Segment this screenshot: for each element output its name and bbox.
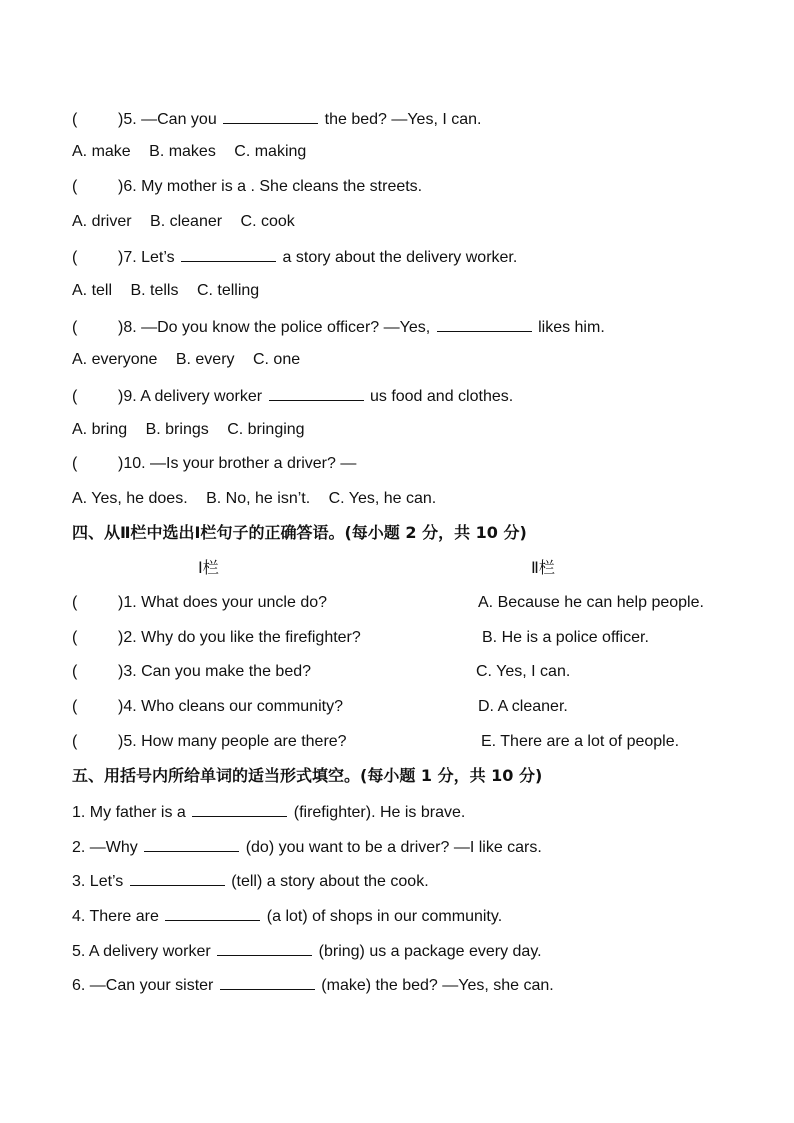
options-7	[72, 279, 273, 303]
question-9	[72, 383, 513, 407]
option-a: A. Yes, he does.	[72, 490, 188, 507]
option-b: B. makes	[149, 143, 216, 160]
option-b: B. tells	[130, 282, 179, 299]
fill-item	[72, 834, 542, 858]
question-text: )7. Let’s	[118, 249, 175, 266]
options-6	[72, 210, 309, 234]
answer-blank[interactable]	[130, 868, 225, 886]
fill-text: 3. Let’s	[72, 873, 124, 890]
option-b: B. No, he isn’t.	[206, 490, 311, 507]
column-2-header: Ⅱ栏	[531, 558, 555, 577]
option-b: B. cleaner	[150, 213, 223, 230]
answer-paren: (	[72, 698, 78, 715]
question-text: )9. A delivery worker	[118, 388, 263, 405]
section-4-heading: 四、从Ⅱ栏中选出Ⅰ栏句子的正确答语。(每小题 2 分，共 10 分)	[72, 523, 527, 542]
options-8	[72, 348, 314, 372]
option-c: C. making	[234, 143, 307, 160]
answer-paren: (	[72, 455, 78, 472]
question-text-after: the bed? —Yes, I can.	[324, 111, 482, 128]
fill-item	[72, 903, 502, 927]
match-answer: D. A cleaner.	[478, 698, 568, 715]
option-b: B. every	[175, 351, 235, 368]
question-5	[72, 106, 481, 130]
question-text-after: us food and clothes.	[369, 388, 514, 405]
options-9	[72, 418, 319, 442]
match-question: )2. Why do you like the firefighter?	[118, 629, 361, 646]
option-b: B. brings	[145, 421, 209, 438]
question-7	[72, 244, 517, 268]
answer-blank[interactable]	[165, 903, 260, 921]
options-5	[72, 140, 320, 164]
answer-paren: (	[72, 663, 78, 680]
fill-item	[72, 868, 429, 892]
options-10	[72, 487, 450, 511]
answer-blank[interactable]	[223, 106, 318, 124]
question-text: )8. —Do you know the police officer? —Yes,	[118, 319, 431, 336]
option-a: A. bring	[72, 421, 128, 438]
fill-text-after: (a lot) of shops in our community.	[266, 908, 503, 925]
fill-item	[72, 799, 465, 823]
answer-paren: (	[72, 178, 78, 195]
answer-blank[interactable]	[192, 799, 287, 817]
answer-paren: (	[72, 733, 78, 750]
fill-item	[72, 972, 554, 996]
match-row	[72, 626, 361, 650]
answer-blank[interactable]	[220, 972, 315, 990]
option-c: C. Yes, he can.	[328, 490, 437, 507]
fill-text: 2. —Why	[72, 839, 138, 856]
answer-paren: (	[72, 629, 78, 646]
question-text-after: a story about the delivery worker.	[282, 249, 518, 266]
answer-blank[interactable]	[144, 834, 239, 852]
fill-text-after: (do) you want to be a driver? —I like cars.	[245, 839, 542, 856]
fill-text-after: (make) the bed? —Yes, she can.	[321, 977, 554, 994]
fill-text: 5. A delivery worker	[72, 943, 211, 960]
option-a: A. driver	[72, 213, 132, 230]
fill-text: 6. —Can your sister	[72, 977, 214, 994]
option-c: C. telling	[196, 282, 260, 299]
answer-paren: (	[72, 594, 78, 611]
answer-blank[interactable]	[437, 314, 532, 332]
fill-text-after: (tell) a story about the cook.	[231, 873, 429, 890]
match-answer: C. Yes, I can.	[476, 663, 571, 680]
answer-paren: (	[72, 111, 78, 128]
column-1-header: Ⅰ栏	[198, 558, 219, 577]
option-c: C. one	[252, 351, 301, 368]
option-a: A. everyone	[72, 351, 158, 368]
match-answer: E. There are a lot of people.	[481, 733, 680, 750]
question-text: )5. —Can you	[118, 111, 217, 128]
match-answer: B. He is a police officer.	[482, 629, 649, 646]
question-10	[72, 452, 356, 476]
match-answer: A. Because he can help people.	[478, 594, 704, 611]
option-a: A. tell	[72, 282, 113, 299]
answer-paren: (	[72, 319, 78, 336]
match-row	[72, 591, 327, 615]
answer-blank[interactable]	[181, 244, 276, 262]
answer-blank[interactable]	[217, 938, 312, 956]
fill-text-after: (firefighter). He is brave.	[293, 804, 466, 821]
question-text-after: likes him.	[538, 319, 605, 336]
option-a: A. make	[72, 143, 131, 160]
option-c: C. cook	[240, 213, 295, 230]
match-question: )5. How many people are there?	[118, 733, 347, 750]
question-8	[72, 314, 605, 338]
answer-paren: (	[72, 388, 78, 405]
answer-blank[interactable]	[269, 383, 364, 401]
match-question: )4. Who cleans our community?	[118, 698, 343, 715]
question-text: )6. My mother is a . She cleans the streets.	[118, 178, 423, 195]
fill-text: 4. There are	[72, 908, 159, 925]
fill-text-after: (bring) us a package every day.	[318, 943, 542, 960]
answer-paren: (	[72, 249, 78, 266]
question-text: )10. —Is your brother a driver? —	[118, 455, 357, 472]
match-row	[72, 695, 343, 719]
match-row	[72, 730, 347, 754]
question-6	[72, 175, 422, 199]
fill-item	[72, 938, 542, 962]
match-question: )1. What does your uncle do?	[118, 594, 328, 611]
option-c: C. bringing	[227, 421, 305, 438]
fill-text: 1. My father is a	[72, 804, 186, 821]
section-5-heading: 五、用括号内所给单词的适当形式填空。(每小题 1 分，共 10 分)	[72, 766, 543, 785]
match-row	[72, 660, 311, 684]
match-question: )3. Can you make the bed?	[118, 663, 312, 680]
